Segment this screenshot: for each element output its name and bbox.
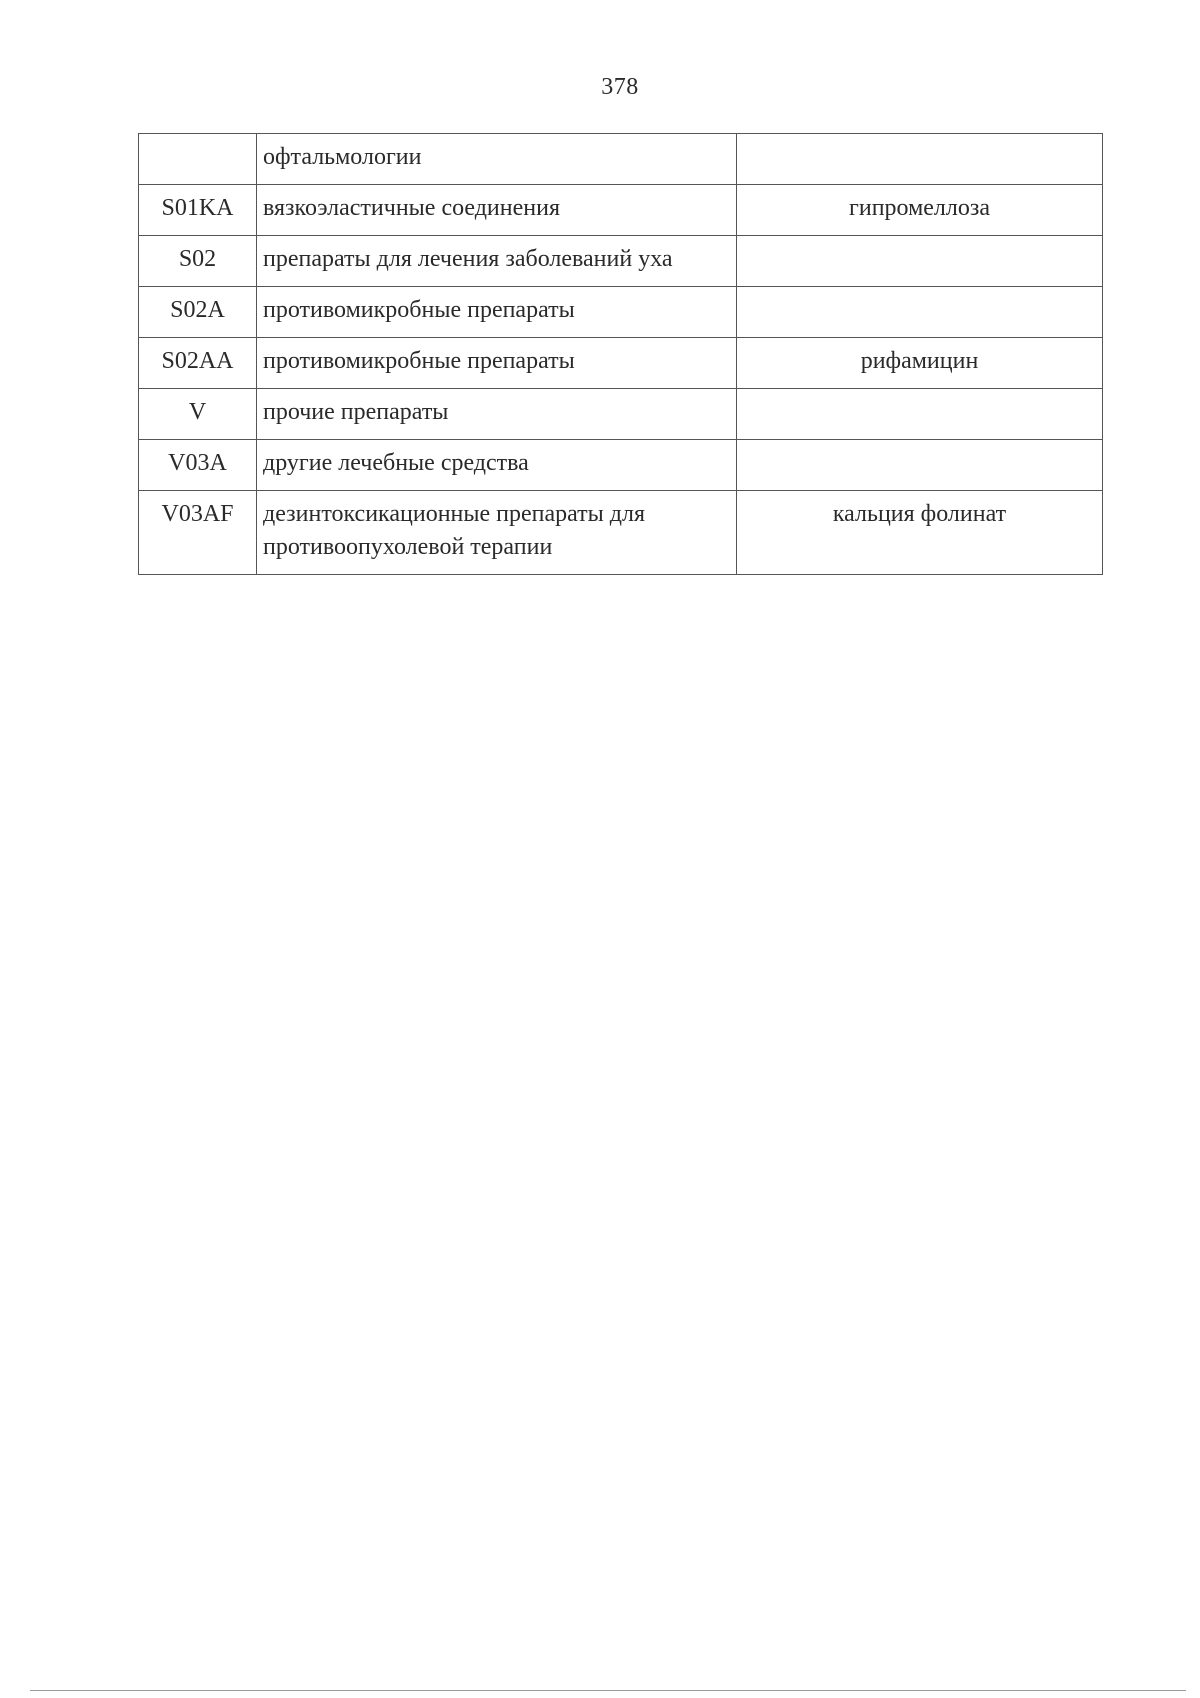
drug-name-cell: кальция фолинат xyxy=(737,491,1103,575)
group-name-cell: противомикробные препараты xyxy=(257,287,737,338)
drug-name-cell xyxy=(737,440,1103,491)
scan-edge-divider xyxy=(30,1690,1186,1691)
atc-code-cell: S02 xyxy=(139,236,257,287)
drug-name-cell xyxy=(737,134,1103,185)
drug-name-cell xyxy=(737,287,1103,338)
group-name-cell: офтальмологии xyxy=(257,134,737,185)
atc-code-cell: S01KA xyxy=(139,185,257,236)
group-name-cell: другие лечебные средства xyxy=(257,440,737,491)
group-name-cell: препараты для лечения заболеваний уха xyxy=(257,236,737,287)
table-row xyxy=(139,389,1103,440)
page-number: 378 xyxy=(601,74,639,100)
table-row xyxy=(139,236,1103,287)
drug-classification-table xyxy=(138,133,1103,575)
atc-code-cell: V03A xyxy=(139,440,257,491)
atc-code-cell: V xyxy=(139,389,257,440)
table-row xyxy=(139,185,1103,236)
group-name-cell: дезинтоксикационные препараты для противоопухолевой терапии xyxy=(257,491,737,575)
atc-code-cell: V03AF xyxy=(139,491,257,575)
group-name-cell: вязкоэластичные соединения xyxy=(257,185,737,236)
table-row xyxy=(139,338,1103,389)
table-row xyxy=(139,287,1103,338)
drug-name-cell xyxy=(737,236,1103,287)
drug-name-cell: гипромеллоза xyxy=(737,185,1103,236)
atc-code-cell xyxy=(139,134,257,185)
table-row xyxy=(139,134,1103,185)
group-name-cell: противомикробные препараты xyxy=(257,338,737,389)
table-row xyxy=(139,491,1103,575)
atc-code-cell: S02A xyxy=(139,287,257,338)
table-row xyxy=(139,440,1103,491)
atc-code-cell: S02AA xyxy=(139,338,257,389)
group-name-cell: прочие препараты xyxy=(257,389,737,440)
drug-name-cell xyxy=(737,389,1103,440)
drug-name-cell: рифамицин xyxy=(737,338,1103,389)
